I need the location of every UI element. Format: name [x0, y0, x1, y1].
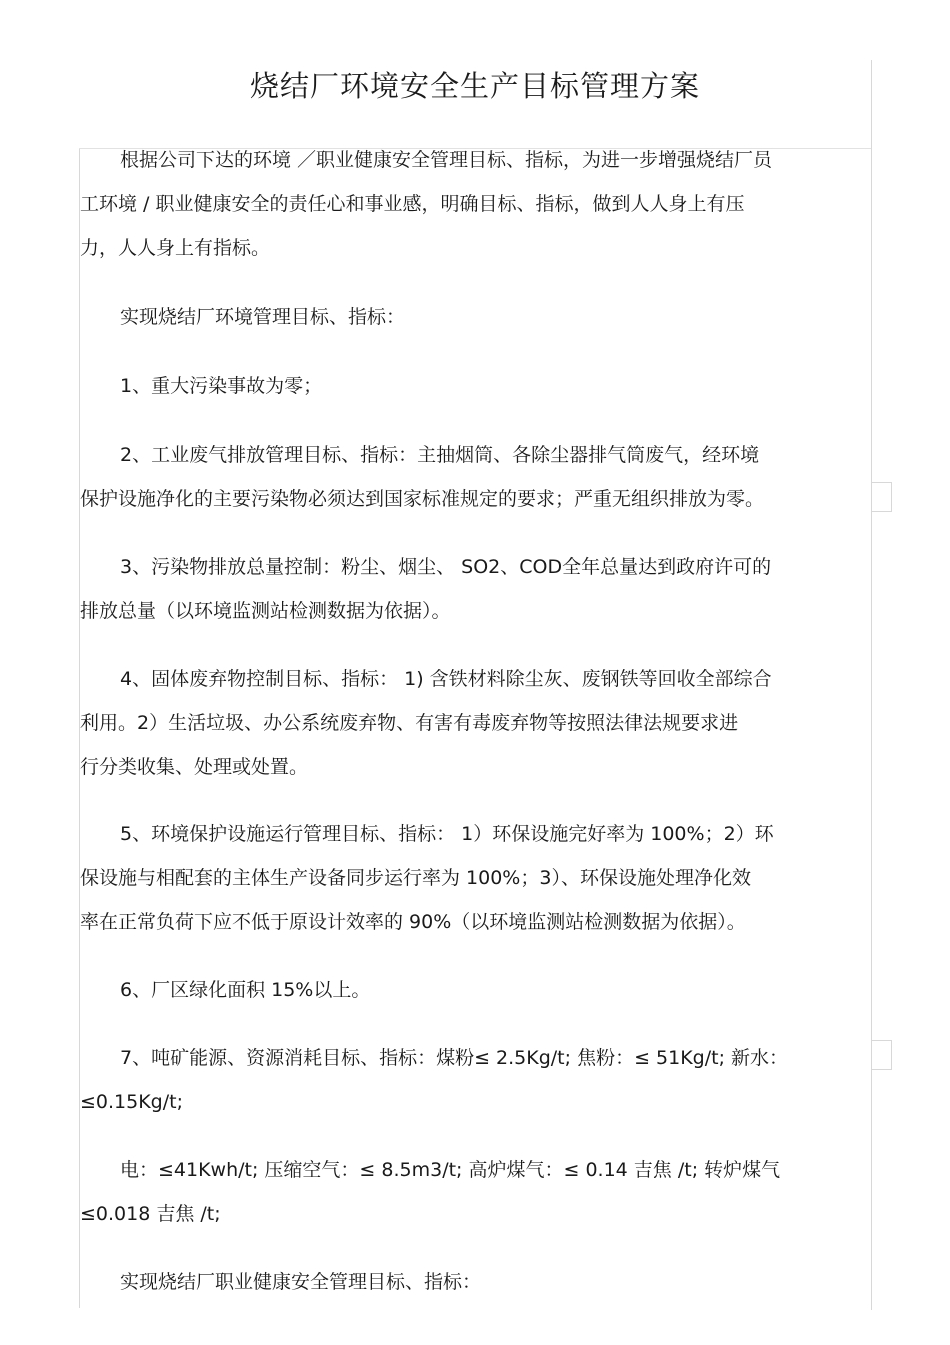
paragraph-line: 工环境 / 职业健康安全的责任心和事业感，明确目标、指标，做到人人身上有压: [80, 193, 745, 215]
list-item-continuation: 排放总量（以环境监测站检测数据为依据）。: [80, 600, 451, 622]
list-item: 4、固体废弃物控制目标、指标： 1) 含铁材料除尘灰、废钢铁等回收全部综合: [120, 668, 772, 690]
list-item: 3、污染物排放总量控制：粉尘、烟尘、 SO2、COD全年总量达到政府许可的: [120, 556, 772, 578]
document-title: 烧结厂环境安全生产目标管理方案: [249, 69, 700, 103]
list-item-continuation: 利用。2）生活垃圾、办公系统废弃物、有害有毒废弃物等按照法律法规要求进: [80, 712, 739, 734]
list-item-continuation: 行分类收集、处理或处置。: [80, 756, 309, 778]
margin-marker: [871, 482, 892, 512]
section-heading: 实现烧结厂职业健康安全管理目标、指标：: [120, 1271, 482, 1293]
list-item: 5、环境保护设施运行管理目标、指标： 1）环保设施完好率为 100%；2）环: [120, 823, 774, 845]
paragraph-line: 力，人人身上有指标。: [80, 237, 271, 259]
section-heading: 实现烧结厂环境管理目标、指标：: [120, 306, 406, 328]
paragraph-line: 电：≤41Kwh/t; 压缩空气：≤ 8.5m3/t; 高炉煤气：≤ 0.14 吉焦 /t; 转炉煤气: [120, 1159, 781, 1181]
list-item-continuation: ≤0.15Kg/t;: [80, 1091, 183, 1113]
list-item: 7、吨矿能源、资源消耗目标、指标：煤粉≤ 2.5Kg/t; 焦粉：≤ 51Kg/t; 新水：: [120, 1047, 789, 1069]
list-item-continuation: 保设施与相配套的主体生产设备同步运行率为 100%；3）、环保设施处理净化效: [80, 867, 751, 889]
list-item: 2、工业废气排放管理目标、指标：主抽烟筒、各除尘器排气筒废气，经环境: [120, 444, 760, 466]
list-item: 1、重大污染事故为零；: [120, 375, 323, 397]
list-item-continuation: 率在正常负荷下应不低于原设计效率的 90%（以环境监测站检测数据为依据）。: [80, 911, 746, 933]
paragraph-line: ≤0.018 吉焦 /t;: [80, 1203, 221, 1225]
list-item-continuation: 保护设施净化的主要污染物必须达到国家标准规定的要求；严重无组织排放为零。: [80, 488, 765, 510]
page-frame-right: [871, 60, 872, 1310]
paragraph-line: 根据公司下达的环境 ／职业健康安全管理目标、指标，为进一步增强烧结厂员: [120, 149, 773, 171]
margin-marker: [871, 1040, 892, 1070]
list-item: 6、厂区绿化面积 15%以上。: [120, 979, 371, 1001]
